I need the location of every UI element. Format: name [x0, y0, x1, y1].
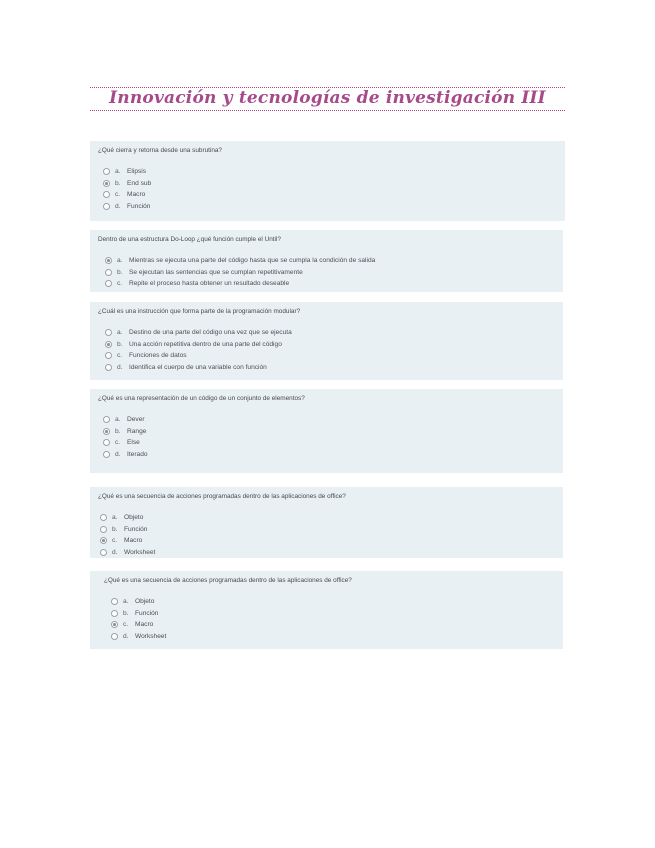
option-letter: c. [117, 352, 123, 360]
radio-button[interactable] [103, 203, 110, 210]
option-text: Una acción repetitiva dentro de una parte del código [129, 340, 282, 348]
option-text: Else [127, 439, 140, 447]
option-letter: b. [117, 340, 123, 348]
radio-button[interactable] [100, 537, 107, 544]
radio-button[interactable] [105, 257, 112, 264]
option-text: Función [127, 202, 151, 210]
question-text: ¿Qué es una secuencia de acciones programadas dentro de las aplicaciones de office? [104, 577, 352, 584]
radio-button[interactable] [111, 598, 118, 605]
option-text: Repite el proceso hasta obtener un resultado deseable [129, 280, 290, 288]
title-bottom-rule [90, 110, 565, 111]
answer-option[interactable] [98, 339, 555, 351]
answer-option[interactable] [98, 189, 557, 201]
option-letter: d. [115, 450, 121, 458]
question-card [90, 230, 563, 292]
option-letter: c. [115, 191, 121, 199]
option-text: Range [127, 427, 147, 435]
option-text: Iterado [127, 450, 148, 458]
answer-option[interactable] [98, 596, 555, 608]
radio-button[interactable] [105, 269, 112, 276]
radio-button[interactable] [111, 621, 118, 628]
option-text: Funciones de datos [129, 352, 187, 360]
question-card [90, 302, 563, 380]
question-card [90, 487, 563, 558]
radio-button[interactable] [111, 633, 118, 640]
question-text: ¿Qué es una representación de un código de un conjunto de elementos? [98, 395, 305, 402]
option-text: End sub [127, 179, 152, 187]
option-letter: c. [117, 280, 123, 288]
answer-option[interactable] [98, 619, 555, 631]
page-title: Innovación y tecnologías de investigación III [109, 88, 546, 108]
option-letter: c. [123, 621, 129, 629]
option-text: Elipsis [127, 168, 147, 176]
option-text: Se ejecutan las sentencias que se cumplan repetitivamente [129, 268, 303, 276]
answer-option[interactable] [98, 524, 555, 536]
radio-button[interactable] [105, 341, 112, 348]
answer-option[interactable] [98, 350, 555, 362]
option-letter: c. [115, 439, 121, 447]
option-letter: b. [115, 427, 121, 435]
option-text: Worksheet [135, 632, 167, 640]
option-text: Mientras se ejecuta una parte del código hasta que se cumpla la condición de salida [129, 257, 376, 265]
radio-button[interactable] [100, 549, 107, 556]
option-text: Macro [135, 621, 154, 629]
option-text: Función [135, 609, 159, 617]
answer-option[interactable] [98, 267, 555, 279]
answer-option[interactable] [98, 414, 555, 426]
radio-button[interactable] [105, 364, 112, 371]
option-letter: b. [123, 609, 129, 617]
radio-button[interactable] [105, 280, 112, 287]
question-text: ¿Qué es una secuencia de acciones programadas dentro de las aplicaciones de office? [98, 493, 346, 500]
question-text: Dentro de una estructura Do-Loop ¿qué función cumple el Until? [98, 236, 281, 243]
radio-button[interactable] [103, 191, 110, 198]
radio-button[interactable] [105, 329, 112, 336]
option-letter: d. [115, 202, 121, 210]
option-text: Worksheet [124, 548, 156, 556]
option-letter: a. [112, 514, 118, 522]
radio-button[interactable] [111, 610, 118, 617]
radio-button[interactable] [103, 180, 110, 187]
radio-button[interactable] [103, 168, 110, 175]
question-card [90, 389, 563, 473]
answer-option[interactable] [98, 631, 555, 643]
answer-option[interactable] [98, 255, 555, 267]
answer-option[interactable] [98, 178, 557, 190]
option-letter: d. [112, 548, 118, 556]
radio-button[interactable] [103, 451, 110, 458]
answer-option[interactable] [98, 278, 555, 290]
radio-button[interactable] [103, 439, 110, 446]
radio-button[interactable] [103, 428, 110, 435]
option-text: Objeto [135, 598, 155, 606]
question-text: ¿Cuál es una instrucción que forma parte de la programación modular? [98, 308, 301, 315]
answer-option[interactable] [98, 437, 555, 449]
option-letter: c. [112, 537, 118, 545]
question-text: ¿Qué cierra y retorna desde una subrutina? [98, 147, 222, 154]
radio-button[interactable] [100, 514, 107, 521]
question-card [90, 571, 563, 649]
option-text: Dever [127, 416, 145, 424]
option-letter: a. [115, 168, 121, 176]
answer-option[interactable] [98, 426, 555, 438]
answer-option[interactable] [98, 449, 555, 461]
option-letter: b. [115, 179, 121, 187]
option-letter: a. [115, 416, 121, 424]
option-letter: d. [117, 363, 123, 371]
answer-option[interactable] [98, 166, 557, 178]
option-text: Función [124, 525, 148, 533]
radio-button[interactable] [100, 526, 107, 533]
option-letter: a. [117, 257, 123, 265]
option-text: Macro [124, 537, 143, 545]
answer-option[interactable] [98, 535, 555, 547]
answer-option[interactable] [98, 547, 555, 559]
option-letter: a. [117, 329, 123, 337]
option-letter: b. [112, 525, 118, 533]
answer-option[interactable] [98, 362, 555, 374]
answer-option[interactable] [98, 201, 557, 213]
answer-option[interactable] [98, 512, 555, 524]
option-letter: a. [123, 598, 129, 606]
answer-option[interactable] [98, 608, 555, 620]
option-letter: d. [123, 632, 129, 640]
radio-button[interactable] [103, 416, 110, 423]
option-letter: b. [117, 268, 123, 276]
option-text: Identifica el cuerpo de una variable con función [129, 363, 267, 371]
radio-button[interactable] [105, 352, 112, 359]
option-text: Objeto [124, 514, 144, 522]
question-card [90, 141, 565, 221]
option-text: Destino de una parte del código una vez que se ejecuta [129, 329, 292, 337]
answer-option[interactable] [98, 327, 555, 339]
option-text: Macro [127, 191, 146, 199]
